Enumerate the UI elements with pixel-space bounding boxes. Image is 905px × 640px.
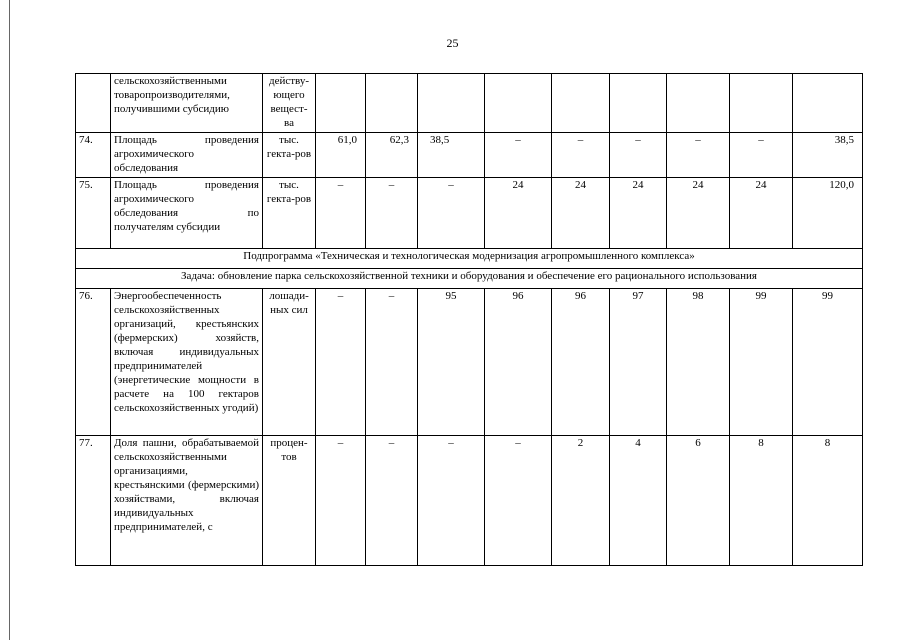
- indicator-name-cell: Энергообеспеченность сельскохозяйственных организаций, крестьянских (фермерских) хозяйств, включая индивидуальных предпринимателей (энергетические мощности в расчете на 100 гектаров сельскохозяйственных угодий): [111, 289, 263, 436]
- value-cell: 24: [667, 178, 730, 249]
- value-cell: –: [366, 178, 418, 249]
- value-cell: –: [418, 178, 485, 249]
- unit-cell: процен-тов: [263, 436, 316, 566]
- value-cell: 24: [485, 178, 552, 249]
- value-cell: –: [610, 133, 667, 178]
- subprogram-heading: Подпрограмма «Техническая и технологическая модернизация агропромышленного комплекса»: [76, 249, 863, 269]
- value-cell: [316, 74, 366, 133]
- unit-cell: лошади-ных сил: [263, 289, 316, 436]
- value-cell: –: [667, 133, 730, 178]
- table-row: [76, 178, 863, 249]
- value-cell: 99: [793, 289, 863, 436]
- value-cell: 2: [552, 436, 610, 566]
- indicator-name-rest: получателям субсидии: [114, 221, 221, 233]
- row-number-cell: 75.: [76, 178, 111, 249]
- value-cell: 6: [667, 436, 730, 566]
- row-number-cell: [76, 74, 111, 133]
- value-cell: 24: [610, 178, 667, 249]
- value-cell: [366, 74, 418, 133]
- row-number-cell: 77.: [76, 436, 111, 566]
- value-cell: 96: [552, 289, 610, 436]
- value-cell: 24: [730, 178, 793, 249]
- value-cell: 4: [610, 436, 667, 566]
- value-cell: 24: [552, 178, 610, 249]
- value-cell: [610, 74, 667, 133]
- table-row: [76, 249, 863, 269]
- page-number: 25: [446, 36, 459, 50]
- value-cell: –: [366, 289, 418, 436]
- indicator-name-line: Площадь проведения: [114, 134, 259, 146]
- value-cell: [485, 74, 552, 133]
- unit-cell: действу-ющего вещест-ва: [263, 74, 316, 133]
- indicator-name-cell: [111, 178, 263, 249]
- value-cell: [793, 74, 863, 133]
- value-cell: 99: [730, 289, 793, 436]
- value-cell: –: [730, 133, 793, 178]
- table-row: [76, 133, 863, 178]
- table-row: [76, 289, 863, 436]
- value-cell: [552, 74, 610, 133]
- value-cell: –: [316, 178, 366, 249]
- value-cell: –: [418, 436, 485, 566]
- value-cell: [418, 74, 485, 133]
- value-cell: 62,3: [366, 133, 418, 178]
- indicator-name-cell: [111, 133, 263, 178]
- table-row: [76, 74, 863, 133]
- indicator-name-line: агрохимического: [114, 193, 194, 205]
- table-row: [76, 269, 863, 289]
- value-cell: 120,0: [793, 178, 863, 249]
- value-cell: –: [366, 436, 418, 566]
- value-cell: 38,5: [418, 133, 485, 178]
- value-cell: 8: [730, 436, 793, 566]
- indicator-name-cell: сельскохозяйственными товаропроизводителями, получившими субсидию: [111, 74, 263, 133]
- table-row: [76, 436, 863, 566]
- value-cell: 61,0: [316, 133, 366, 178]
- indicator-name-rest: агрохимического обследования: [114, 148, 194, 174]
- left-margin-rule: [9, 0, 10, 640]
- value-cell: –: [316, 289, 366, 436]
- unit-cell: тыс. гекта-ров: [263, 178, 316, 249]
- value-cell: –: [485, 133, 552, 178]
- value-cell: 95: [418, 289, 485, 436]
- row-number-cell: 76.: [76, 289, 111, 436]
- indicators-table: [75, 73, 863, 566]
- value-cell: –: [485, 436, 552, 566]
- unit-cell: тыс. гекта-ров: [263, 133, 316, 178]
- value-cell: [667, 74, 730, 133]
- value-cell: 96: [485, 289, 552, 436]
- task-heading: Задача: обновление парка сельскохозяйственной техники и оборудования и обеспечение его рационального использования: [76, 269, 863, 289]
- value-cell: –: [316, 436, 366, 566]
- value-cell: 97: [610, 289, 667, 436]
- indicator-name-line: Площадь проведения: [114, 179, 259, 191]
- indicator-name-cell: Доля пашни, обрабатываемой сельскохозяйственными организациями, крестьянскими (фермерскими) хозяйствами, включая индивидуальных предпринимателей, с: [111, 436, 263, 566]
- value-cell: [730, 74, 793, 133]
- value-cell: 38,5: [793, 133, 863, 178]
- row-number-cell: 74.: [76, 133, 111, 178]
- value-cell: 8: [793, 436, 863, 566]
- value-cell: 98: [667, 289, 730, 436]
- value-cell: –: [552, 133, 610, 178]
- indicator-name-line: обследования по: [114, 207, 259, 219]
